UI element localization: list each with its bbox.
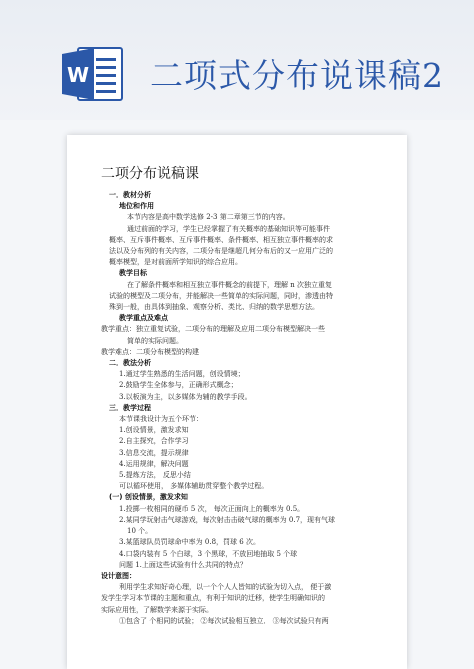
banner-title: 二项式分布说课稿2 bbox=[150, 56, 444, 95]
paragraph-line: 利用学生求知好奇心理，以一个个人人皆知的试验为切入点， 便于激 bbox=[119, 583, 332, 592]
paragraph-line: 概率、互斥事件概率、互斥事件概率、条件概率、相互独立事件概率的求 bbox=[109, 235, 333, 244]
word-document-icon bbox=[60, 44, 124, 104]
paragraph-line: 2.鼓励学生全体参与，正确形式概念； bbox=[119, 381, 238, 390]
paragraph-line: 本节课我设计为五个环节： bbox=[119, 415, 203, 424]
paragraph-line: 2.自主探究，合作学习 bbox=[119, 437, 189, 446]
paragraph-line: 5.提炼方法， 反思小结 bbox=[119, 471, 191, 480]
paragraph-line: 殊到一般，由具体到抽象、观察分析、类比、归纳的数学思想方法。 bbox=[109, 303, 319, 312]
paragraph-line: 教学重点：独立重复试验，二项分布的理解及应用二项分布模型解决一些 bbox=[101, 325, 325, 334]
paragraph-line: 本节内容是高中数学选修 2-3 第二章第三节的内容。 bbox=[127, 213, 290, 222]
section-heading: 地位和作用 bbox=[119, 202, 154, 211]
paragraph-line: 3.以板演为主，以多媒体为辅的教学手段。 bbox=[119, 392, 252, 401]
section-heading: 教学重点及难点 bbox=[119, 314, 168, 323]
section-heading: 三．教学过程 bbox=[109, 403, 151, 412]
paragraph-line: 10 个。 bbox=[127, 527, 153, 536]
section-heading: 一．教材分析 bbox=[109, 191, 151, 199]
paragraph-line: 问题 1.上面这些试验有什么共同的特点？ bbox=[119, 560, 247, 569]
section-heading: 二．教法分析 bbox=[109, 359, 151, 368]
paragraph-line: 发学生学习本节课的主题和重点，有利于知识的迁移，使学生明确知识的 bbox=[101, 594, 325, 603]
section-heading: (一) 创设情景，激发求知 bbox=[109, 493, 188, 502]
paragraph-line: 实际应用性，了解数学来源于实际。 bbox=[101, 605, 213, 614]
paragraph-line: 在了解条件概率和相互独立事件概念的前提下，理解 n 次独立重复 bbox=[127, 280, 332, 289]
document-page bbox=[67, 135, 407, 669]
word-icon-letter: W bbox=[66, 63, 90, 87]
paragraph-line: 教学难点：二项分布模型的构建 bbox=[101, 347, 199, 356]
paragraph-line: 概率模型，是对前面所学知识的综合应用。 bbox=[109, 258, 242, 267]
section-heading: 教学目标 bbox=[119, 269, 147, 278]
paragraph-line: 简单的实际问题。 bbox=[127, 336, 183, 345]
paragraph-line: 4.运用规律，解决问题 bbox=[119, 459, 189, 468]
paragraph-line: 1.通过学生熟悉的生活问题，创设情境； bbox=[119, 370, 245, 379]
paragraph-line: 试验的模型及二项分布，并能解决一些简单的实际问题，同时，渗透由特 bbox=[109, 291, 333, 300]
document-title: 二项分布说稿课 bbox=[101, 166, 199, 182]
paragraph-line: 3.某篮球队员罚球命中率为 0.8，罚球 6 次。 bbox=[119, 538, 260, 547]
paragraph-line: 1.投掷一枚相同的硬币 5 次， 每次正面向上的概率为 0.5。 bbox=[119, 504, 305, 513]
paragraph-line: 3.信息交流，提示规律 bbox=[119, 448, 189, 457]
paragraph-line: ①包含了 个相同的试验； ②每次试验相互独立． ③每次试验只有两 bbox=[119, 616, 329, 625]
document-body bbox=[101, 190, 381, 627]
paragraph-line: 2.某同学玩射击气球游戏，每次射击击破气球的概率为 0.7，现有气球 bbox=[119, 515, 336, 524]
paragraph-line: 可以循环使用， 多媒体辅助贯穿整个教学过程。 bbox=[119, 482, 269, 491]
paragraph-line: 法以及分布列的有关内容，二项分布是继超几何分布后的又一应用广泛的 bbox=[109, 247, 333, 256]
paragraph-line: 通过前面的学习，学生已经掌握了有关概率的基础知识等可能事件 bbox=[127, 224, 330, 233]
section-heading: 设计意图： bbox=[101, 571, 136, 580]
banner bbox=[0, 0, 474, 120]
paragraph-line: 4.口袋内装有 5 个白球，3 个黑球，不放回地抽取 5 个球 bbox=[119, 549, 298, 558]
paragraph-line: 1.创设情景，激发求知 bbox=[119, 426, 189, 435]
